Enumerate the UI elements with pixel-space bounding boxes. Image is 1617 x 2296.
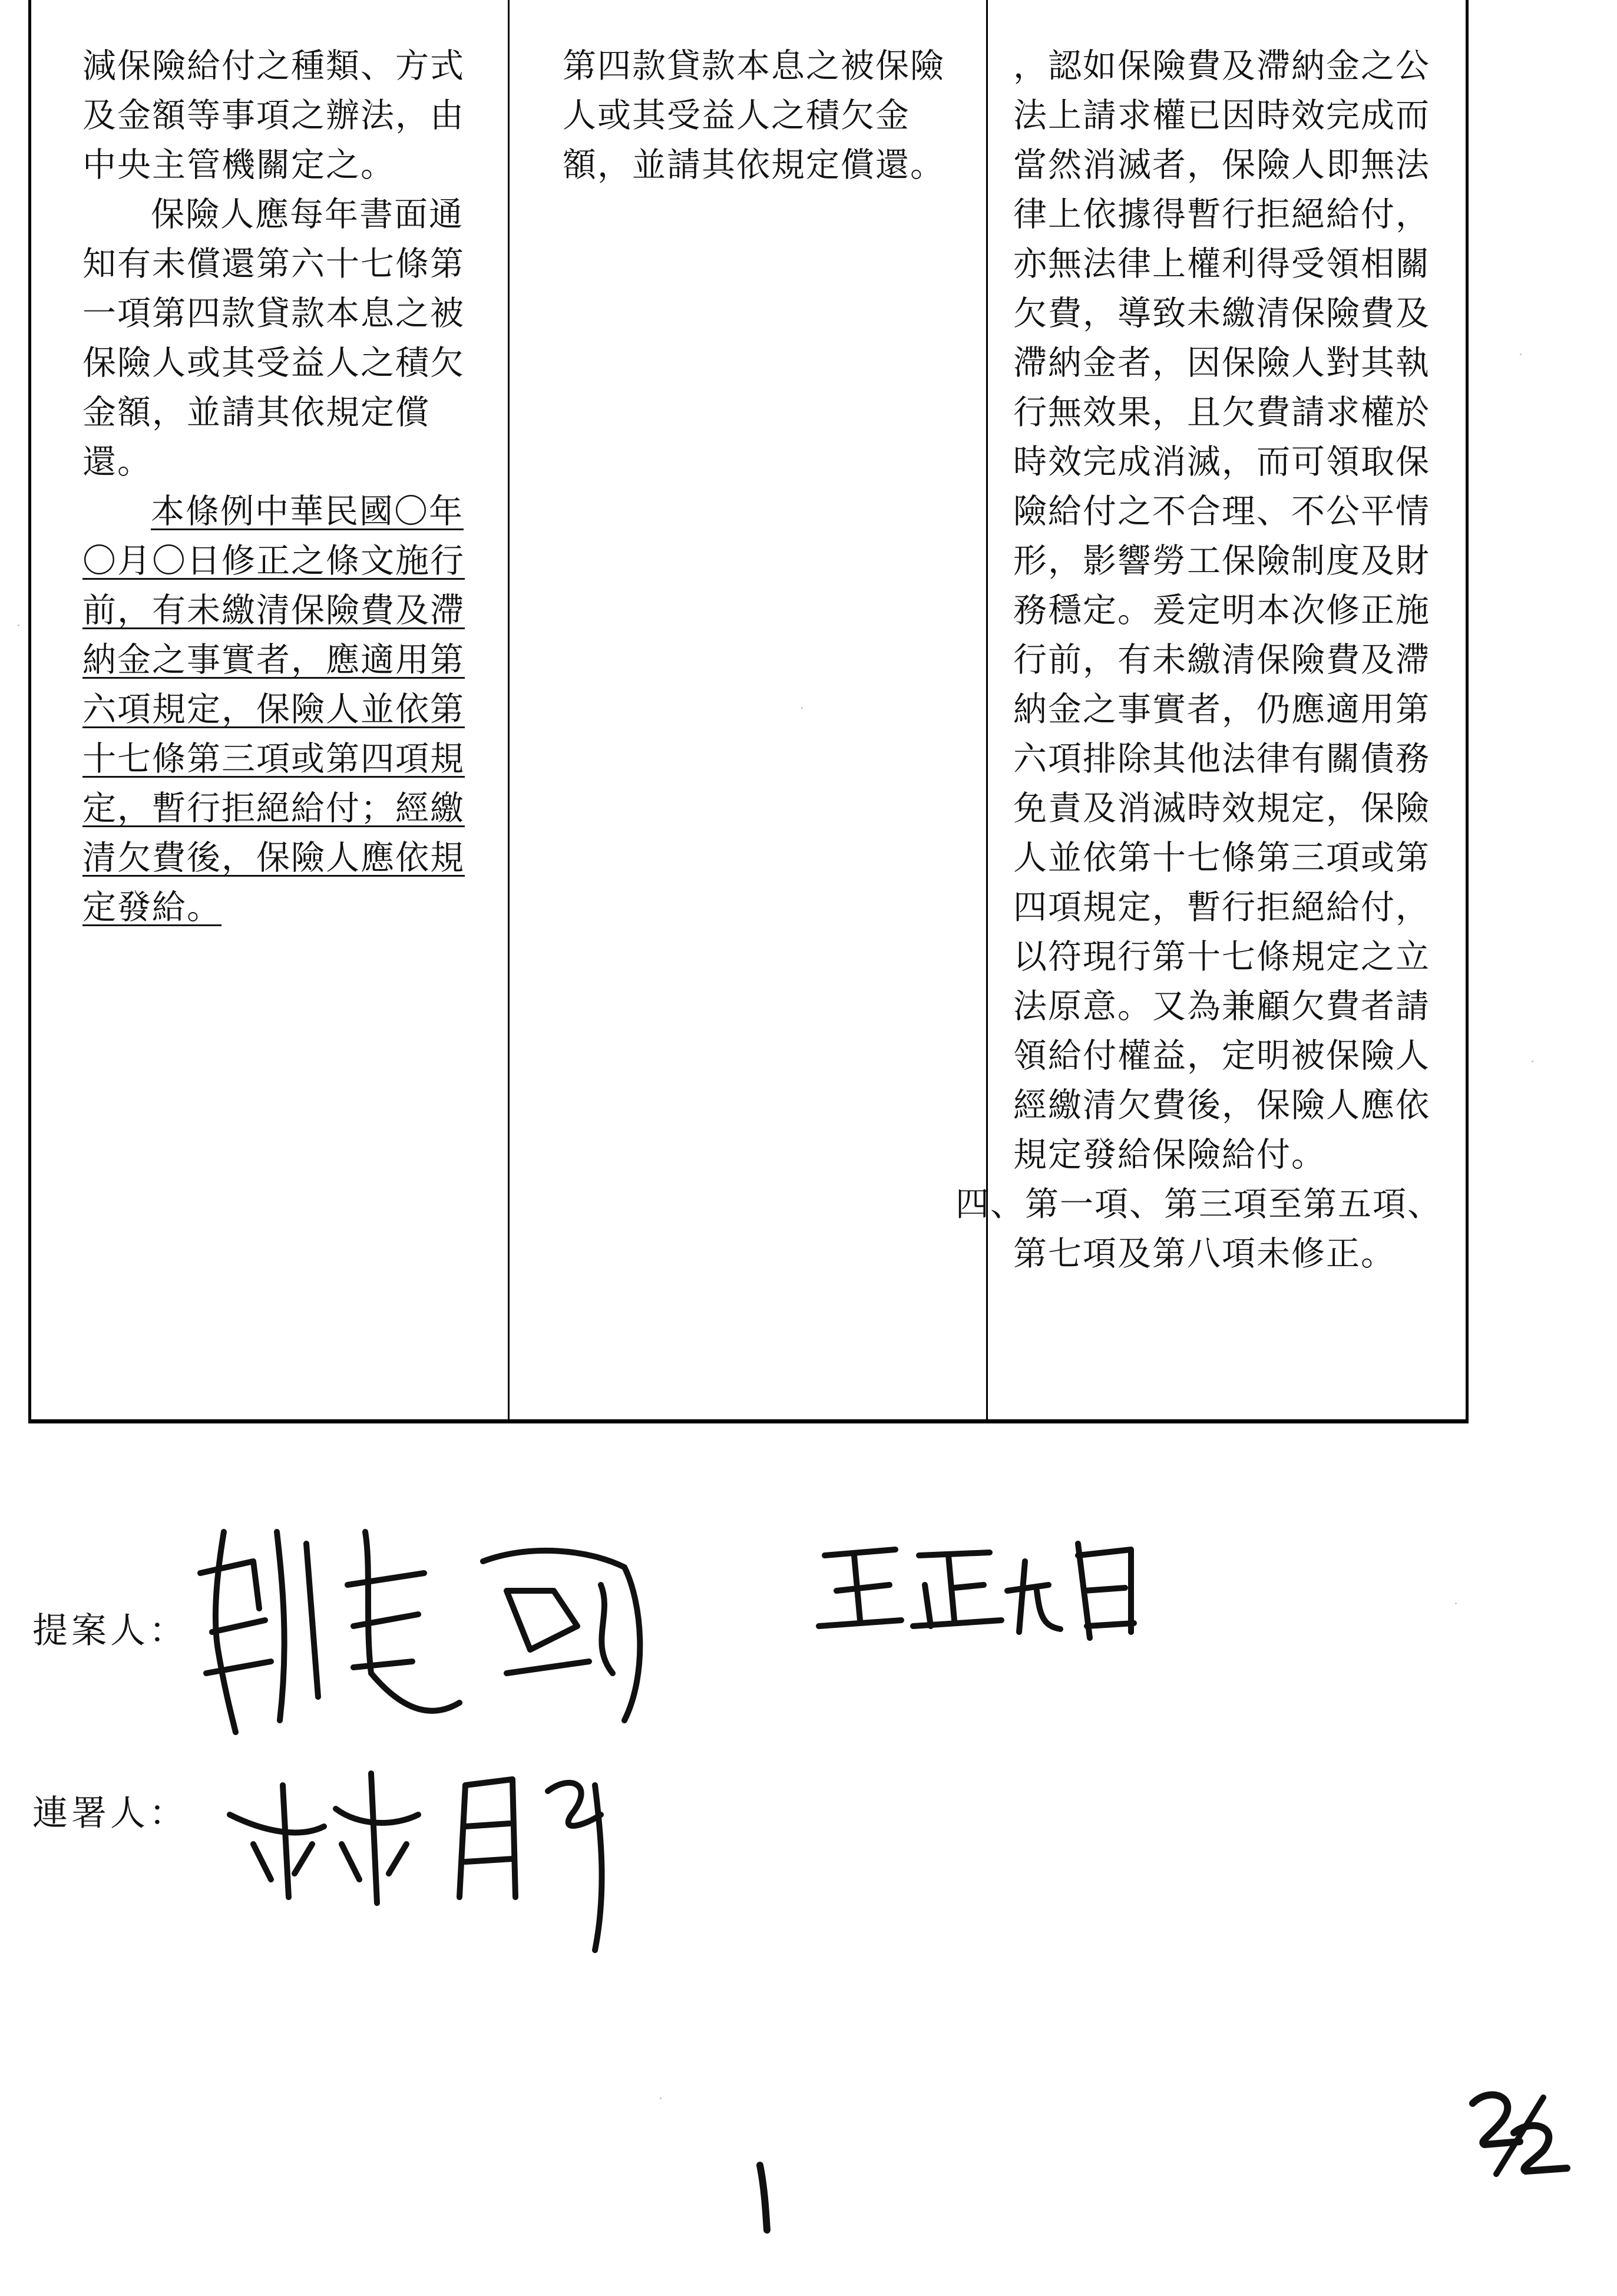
amended-paragraph: 減保險給付之種類、方式及金額等事項之辦法，由中央主管機關定之。 [82,47,465,184]
handwritten-page-fraction [1455,2086,1573,2180]
column-divider [508,0,510,1421]
table-left-border [28,0,31,1423]
scan-speck [660,2097,662,2099]
scan-speck [18,625,19,626]
handwritten-page-number [748,2159,783,2236]
cosigner-label: 連署人： [32,1793,188,1834]
handwritten-signature-2 [813,1532,1166,1650]
handwritten-signature-1 [177,1496,766,1756]
current-paragraph: 第四款貸款本息之被保險人或其受益人之積欠金額，並請其依規定償還。 [563,47,945,184]
scan-speck [1455,1603,1457,1604]
table-bottom-border [28,1419,1469,1423]
explanation-column [955,41,1449,1279]
explanation-paragraph: ，認如保險費及滯納金之公法上請求權已因時效完成而當然消滅者，保險人即無法律上依據得暫行拒絕給付，亦無法律上權利得受領相關欠費，導致未繳清保險費及滯納金者，因保險人對其執行無效果，且欠費請求權於時效完成消滅，而可領取保險給付之不合理、不公平情形，影響勞工保險制度及財務穩定。爰定明本次修正施行前，有未繳清保險費及滯納金之事實者，仍應適用第六項排除其他法律有關債務免責及消滅時效規定，保險人並依第十七條第三項或第四項規定，暫行拒絕給付，以符現行第十七條規定之立法原意。又為兼顧欠費者請領給付權益，定明被保險人經繳清欠費後，保險人應依規定發給保險給付。 [1013,47,1430,1174]
amended-paragraph: 保險人應每年書面通知有未償還第六十七條第一項第四款貸款本息之被保險人或其受益人之積欠金額，並請其依規定償還。 [82,195,465,481]
scan-speck [1520,354,1522,355]
table-right-border [1466,0,1469,1423]
underlined-new-text: 本條例中華民國〇年〇月〇日修正之條文施行前，有未繳清保險費及滯納金之事實者，應適用第六項規定，保險人並依第十七條第三項或第四項規定，暫行拒絕給付；經繳清欠費後，保險人應依規定發給。 [82,492,465,927]
proposer-label: 提案人： [32,1610,188,1651]
handwritten-signature-3 [218,1762,630,1962]
amended-text-column [82,41,489,932]
explanation-item: 四、第一項、第三項至第五項、第七項及第八項未修正。 [955,1185,1442,1273]
amended-paragraph-new [82,487,489,932]
current-text-column [563,41,969,190]
scan-speck [1532,1061,1533,1062]
